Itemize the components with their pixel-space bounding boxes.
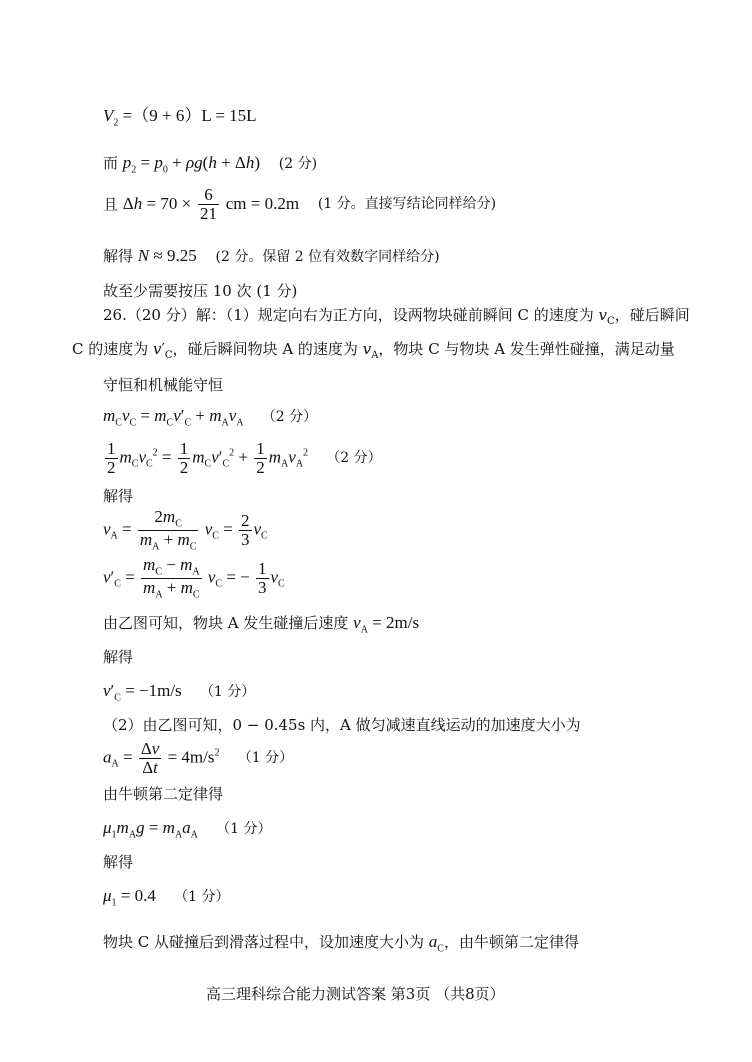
text-part2: （2）由乙图可知，0 − 0.45s 内，A 做匀减速直线运动的加速度大小为	[103, 716, 581, 734]
equation-vc-value: $v'_C = -1m/s$ （1 分）	[103, 681, 256, 704]
text-graph-1: 由乙图可知，物块 A 发生碰撞后速度 $v_A = 2m/s$	[103, 613, 420, 636]
text-times: 故至少需要按压 10 次 (1 分)	[103, 282, 298, 300]
equation-v2: $V_2 =(9 + 6)L = 15L$	[103, 106, 257, 129]
equation-aa: $a_A$ = $\frac{\Delta v}{\Delta t}$ = $4m/s^2$ （1 分）	[103, 739, 294, 777]
text-last: 物块 C 从碰撞后到滑落过程中，设加速度大小为 $a_C$，由牛顿第二定律得	[103, 932, 579, 955]
equation-vc-prime: $v'_C$ = $\frac{m_C - m_A}{m_A + m_C}$ $v_C$ = − $\frac{1}{3}$ $v_C$	[103, 555, 285, 601]
equation-energy: $\frac{1}{2}$ $m_Cv_C^2$ = $\frac{1}{2}$ $m_Cv'_C^2$ + $\frac{1}{2}$ $m_Av_A^2$ （2 分）	[107, 439, 382, 477]
text-solve-1: 解得	[103, 487, 134, 505]
text-solve-2: 解得	[103, 648, 134, 666]
text-newton: 由牛顿第二定律得	[103, 785, 224, 803]
q26-line1: 26.（20 分）解：（1）规定向右为正方向，设两物块碰前瞬间 C 的速度为 $v_C$，碰后瞬间	[103, 306, 690, 327]
equation-dh: 且 Δh = 70 × $\frac{6}{21}$ cm = 0.2m (1 分。直接写结论同样给分)	[103, 185, 497, 223]
equation-mu: $\mu_1 = 0.4$ （1 分）	[103, 886, 230, 909]
q26-line2: C 的速度为 $v'_C$，碰后瞬间物块 A 的速度为 $v_A$，物块 C 与物块 A 发生弹性碰撞，满足动量	[72, 340, 675, 361]
text-solve-3: 解得	[103, 853, 134, 871]
equation-va: $v_A$ = $\frac{2m_C}{m_A + m_C}$ $v_C$ = $\frac{2}{3}$ $v_C$	[103, 507, 268, 553]
q26-line3: 守恒和机械能守恒	[103, 376, 224, 394]
page-footer: 高三理科综合能力测试答案 第3页 （共8页）	[206, 985, 505, 1003]
equation-friction: $\mu_1m_Ag = m_Aa_A$ （1 分）	[103, 818, 272, 841]
equation-n: 解得 N ≈ 9.25 (2 分。保留 2 位有效数字同样给分)	[103, 246, 440, 265]
equation-p2: 而 $p_2 = p_0 + \rho g(h + \Delta h)$ (2 分)	[103, 153, 318, 176]
equation-momentum: $m_Cv_C = m_Cv'_C + m_Av_A$ （2 分）	[103, 406, 318, 429]
